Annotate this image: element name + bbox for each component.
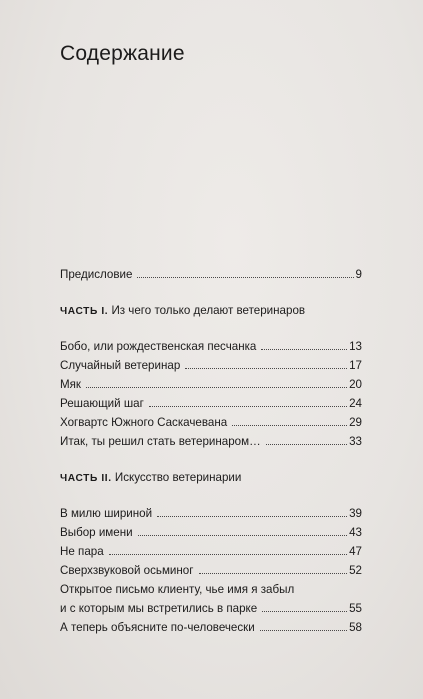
toc-entry-page: 43 xyxy=(349,526,362,539)
toc-entry[interactable] xyxy=(60,359,362,373)
toc-entry-title: Случайный ветеринар xyxy=(60,359,181,372)
toc-entry[interactable] xyxy=(60,435,362,449)
toc-entry[interactable] xyxy=(60,621,362,635)
toc-entry-title: Открытое письмо клиенту, чье имя я забыл xyxy=(60,583,295,596)
toc-entry-title: Сверхзвуковой осьминог xyxy=(60,564,194,577)
part-heading-1 xyxy=(60,304,305,319)
toc-entry-first-line[interactable] xyxy=(60,583,362,597)
toc-entry-preface[interactable] xyxy=(60,268,362,282)
toc-entry-title: Хогвартс Южного Саскачевана xyxy=(60,416,228,429)
toc-entry-title: Бобо, или рождественская песчанка xyxy=(60,340,257,353)
dot-leader xyxy=(86,386,347,388)
toc-entry[interactable] xyxy=(60,526,362,540)
dot-leader xyxy=(260,629,347,631)
toc-entry-page: 20 xyxy=(349,378,362,391)
dot-leader xyxy=(149,405,347,407)
dot-leader xyxy=(185,367,347,369)
toc-entry[interactable] xyxy=(60,397,362,411)
toc-entry[interactable] xyxy=(60,602,362,616)
toc-entry-page: 39 xyxy=(349,507,362,520)
dot-leader xyxy=(232,424,347,426)
toc-entry-page: 55 xyxy=(349,602,362,615)
part-title: Искусство ветеринарии xyxy=(114,471,242,484)
toc-entry-page: 58 xyxy=(349,621,362,634)
part-title: Из чего только делают ветеринаров xyxy=(111,304,306,317)
toc-entry[interactable] xyxy=(60,507,362,521)
toc-entry-title: Мяк xyxy=(60,378,82,391)
toc-entry-title: и с которым мы встретились в парке xyxy=(60,602,258,615)
toc-entry-title: Итак, ты решил стать ветеринаром… xyxy=(60,435,261,448)
part-heading-2 xyxy=(60,471,241,486)
dot-leader xyxy=(109,553,347,555)
dot-leader xyxy=(266,443,347,445)
dot-leader xyxy=(199,572,348,574)
toc-entry-page: 13 xyxy=(349,340,362,353)
toc-entry-title: Не пара xyxy=(60,545,104,558)
toc-entry-page: 17 xyxy=(349,359,362,372)
toc-entry-title: Выбор имени xyxy=(60,526,133,539)
toc-entry[interactable] xyxy=(60,340,362,354)
dot-leader xyxy=(262,610,347,612)
toc-entry-title: Предисловие xyxy=(60,268,133,281)
part-label: ЧАСТЬ I. xyxy=(60,306,109,317)
toc-entry[interactable] xyxy=(60,545,362,559)
toc-entry-title: А теперь объясните по-человечески xyxy=(60,621,255,634)
toc-entry-page: 33 xyxy=(349,435,362,448)
dot-leader xyxy=(157,515,347,517)
toc-entry[interactable] xyxy=(60,416,362,430)
toc-entry-title: Решающий шаг xyxy=(60,397,144,410)
toc-entry-page: 9 xyxy=(355,268,362,281)
toc-entry-title: В милю шириной xyxy=(60,507,153,520)
toc-entry-page: 24 xyxy=(349,397,362,410)
dot-leader xyxy=(138,534,347,536)
toc-entry-page: 29 xyxy=(349,416,362,429)
page-title: Содержание xyxy=(60,42,185,65)
toc-entry[interactable] xyxy=(60,564,362,578)
toc-entry[interactable] xyxy=(60,378,362,392)
dot-leader xyxy=(137,276,353,278)
part-label: ЧАСТЬ II. xyxy=(60,473,112,484)
toc-entry-page: 52 xyxy=(349,564,362,577)
toc-entry-page: 47 xyxy=(349,545,362,558)
dot-leader xyxy=(261,348,347,350)
